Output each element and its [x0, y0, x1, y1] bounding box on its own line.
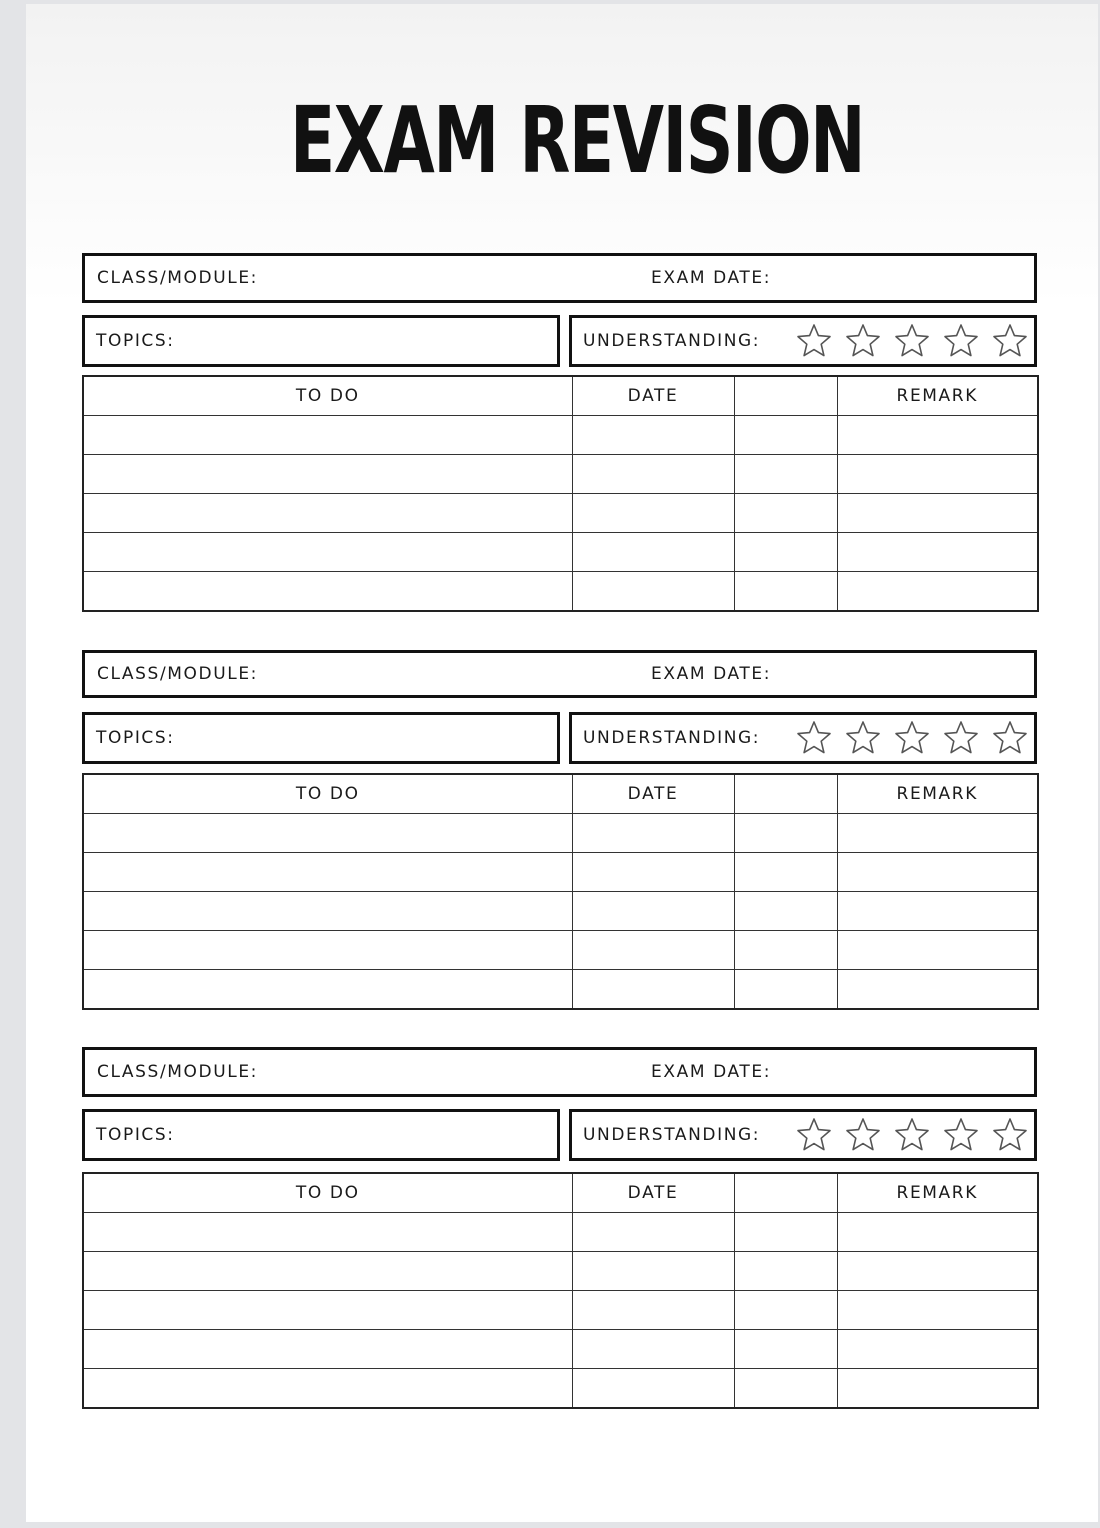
- table-row: [83, 416, 1038, 455]
- remark-cell[interactable]: [837, 572, 1038, 612]
- remark-column-header: REMARK: [837, 376, 1038, 416]
- remark-cell[interactable]: [837, 494, 1038, 533]
- date-cell[interactable]: [572, 970, 734, 1010]
- blank-cell[interactable]: [734, 533, 837, 572]
- exam-date-label: EXAM DATE:: [651, 1062, 772, 1082]
- star-icon[interactable]: [941, 718, 981, 758]
- remark-cell[interactable]: [837, 455, 1038, 494]
- blank-cell[interactable]: [734, 931, 837, 970]
- table-row: [83, 970, 1038, 1010]
- star-icon[interactable]: [794, 321, 834, 361]
- star-icon[interactable]: [990, 1115, 1030, 1155]
- table-row: [83, 572, 1038, 612]
- understanding-bar: [569, 712, 1037, 764]
- remark-cell[interactable]: [837, 1252, 1038, 1291]
- remark-cell[interactable]: [837, 533, 1038, 572]
- todo-cell[interactable]: [83, 455, 572, 494]
- table-row: [83, 1330, 1038, 1369]
- remark-cell[interactable]: [837, 1291, 1038, 1330]
- star-icon[interactable]: [892, 321, 932, 361]
- todo-cell[interactable]: [83, 494, 572, 533]
- date-cell[interactable]: [572, 1291, 734, 1330]
- blank-cell[interactable]: [734, 1291, 837, 1330]
- date-cell[interactable]: [572, 533, 734, 572]
- remark-cell[interactable]: [837, 416, 1038, 455]
- remark-cell[interactable]: [837, 1369, 1038, 1409]
- blank-cell[interactable]: [734, 853, 837, 892]
- date-column-header: DATE: [572, 376, 734, 416]
- todo-cell[interactable]: [83, 533, 572, 572]
- remark-cell[interactable]: [837, 892, 1038, 931]
- understanding-rating[interactable]: [794, 718, 1030, 758]
- class-module-bar[interactable]: [82, 1047, 1037, 1097]
- understanding-rating[interactable]: [794, 321, 1030, 361]
- star-icon[interactable]: [941, 321, 981, 361]
- date-cell[interactable]: [572, 1369, 734, 1409]
- todo-cell[interactable]: [83, 1369, 572, 1409]
- class-module-label: CLASS/MODULE:: [97, 1062, 258, 1082]
- remark-cell[interactable]: [837, 1213, 1038, 1252]
- blank-cell[interactable]: [734, 416, 837, 455]
- todo-table: [82, 375, 1039, 612]
- table-row: [83, 1291, 1038, 1330]
- table-row: [83, 1213, 1038, 1252]
- date-cell[interactable]: [572, 931, 734, 970]
- date-cell[interactable]: [572, 1213, 734, 1252]
- class-module-label: CLASS/MODULE:: [97, 268, 258, 288]
- star-icon[interactable]: [990, 718, 1030, 758]
- date-cell[interactable]: [572, 1330, 734, 1369]
- exam-date-label: EXAM DATE:: [651, 664, 772, 684]
- table-row: [83, 455, 1038, 494]
- todo-cell[interactable]: [83, 1330, 572, 1369]
- todo-cell[interactable]: [83, 1252, 572, 1291]
- class-module-label: CLASS/MODULE:: [97, 664, 258, 684]
- blank-cell[interactable]: [734, 892, 837, 931]
- todo-cell[interactable]: [83, 416, 572, 455]
- star-icon[interactable]: [892, 718, 932, 758]
- remark-cell[interactable]: [837, 931, 1038, 970]
- todo-cell[interactable]: [83, 892, 572, 931]
- blank-cell[interactable]: [734, 1330, 837, 1369]
- todo-cell[interactable]: [83, 572, 572, 612]
- remark-cell[interactable]: [837, 853, 1038, 892]
- date-cell[interactable]: [572, 892, 734, 931]
- date-cell[interactable]: [572, 1252, 734, 1291]
- blank-cell[interactable]: [734, 1369, 837, 1409]
- remark-cell[interactable]: [837, 1330, 1038, 1369]
- blank-cell[interactable]: [734, 970, 837, 1010]
- blank-column-header: [734, 774, 837, 814]
- star-icon[interactable]: [990, 321, 1030, 361]
- understanding-bar: [569, 1109, 1037, 1161]
- star-icon[interactable]: [892, 1115, 932, 1155]
- date-cell[interactable]: [572, 572, 734, 612]
- todo-table: [82, 1172, 1039, 1409]
- table-row: [83, 892, 1038, 931]
- todo-cell[interactable]: [83, 853, 572, 892]
- table-row: [83, 494, 1038, 533]
- remark-column-header: REMARK: [837, 774, 1038, 814]
- blank-cell[interactable]: [734, 494, 837, 533]
- table-row: [83, 533, 1038, 572]
- blank-column-header: [734, 1173, 837, 1213]
- table-row: [83, 1252, 1038, 1291]
- table-header-row: [83, 774, 1038, 814]
- todo-column-header: TO DO: [83, 1173, 572, 1213]
- todo-cell[interactable]: [83, 1291, 572, 1330]
- star-icon[interactable]: [843, 1115, 883, 1155]
- blank-column-header: [734, 376, 837, 416]
- page-title: EXAM REVISION: [290, 87, 865, 194]
- table-row: [83, 931, 1038, 970]
- class-module-bar[interactable]: [82, 650, 1037, 698]
- date-cell[interactable]: [572, 416, 734, 455]
- table-row: [83, 1369, 1038, 1409]
- remark-cell[interactable]: [837, 814, 1038, 853]
- topics-label: TOPICS:: [96, 728, 175, 748]
- date-column-header: DATE: [572, 1173, 734, 1213]
- star-icon[interactable]: [843, 718, 883, 758]
- understanding-label: UNDERSTANDING:: [583, 728, 761, 748]
- date-cell[interactable]: [572, 494, 734, 533]
- todo-cell[interactable]: [83, 931, 572, 970]
- blank-cell[interactable]: [734, 572, 837, 612]
- star-icon[interactable]: [843, 321, 883, 361]
- blank-cell[interactable]: [734, 455, 837, 494]
- date-cell[interactable]: [572, 814, 734, 853]
- topics-label: TOPICS:: [96, 1125, 175, 1145]
- topics-bar[interactable]: [82, 712, 560, 764]
- table-header-row: [83, 376, 1038, 416]
- table-row: [83, 814, 1038, 853]
- todo-table: [82, 773, 1039, 1010]
- topics-label: TOPICS:: [96, 331, 175, 351]
- exam-date-label: EXAM DATE:: [651, 268, 772, 288]
- understanding-rating[interactable]: [794, 1115, 1030, 1155]
- star-icon[interactable]: [941, 1115, 981, 1155]
- star-icon[interactable]: [794, 718, 834, 758]
- remark-column-header: REMARK: [837, 1173, 1038, 1213]
- table-header-row: [83, 1173, 1038, 1213]
- todo-column-header: TO DO: [83, 376, 572, 416]
- blank-cell[interactable]: [734, 1252, 837, 1291]
- todo-cell[interactable]: [83, 1213, 572, 1252]
- table-row: [83, 853, 1038, 892]
- star-icon[interactable]: [794, 1115, 834, 1155]
- understanding-label: UNDERSTANDING:: [583, 1125, 761, 1145]
- understanding-bar: [569, 315, 1037, 367]
- remark-cell[interactable]: [837, 970, 1038, 1010]
- todo-cell[interactable]: [83, 814, 572, 853]
- topics-bar[interactable]: [82, 315, 560, 367]
- class-module-bar[interactable]: [82, 253, 1037, 303]
- topics-bar[interactable]: [82, 1109, 560, 1161]
- todo-column-header: TO DO: [83, 774, 572, 814]
- date-cell[interactable]: [572, 853, 734, 892]
- understanding-label: UNDERSTANDING:: [583, 331, 761, 351]
- todo-cell[interactable]: [83, 970, 572, 1010]
- date-column-header: DATE: [572, 774, 734, 814]
- blank-cell[interactable]: [734, 1213, 837, 1252]
- date-cell[interactable]: [572, 455, 734, 494]
- blank-cell[interactable]: [734, 814, 837, 853]
